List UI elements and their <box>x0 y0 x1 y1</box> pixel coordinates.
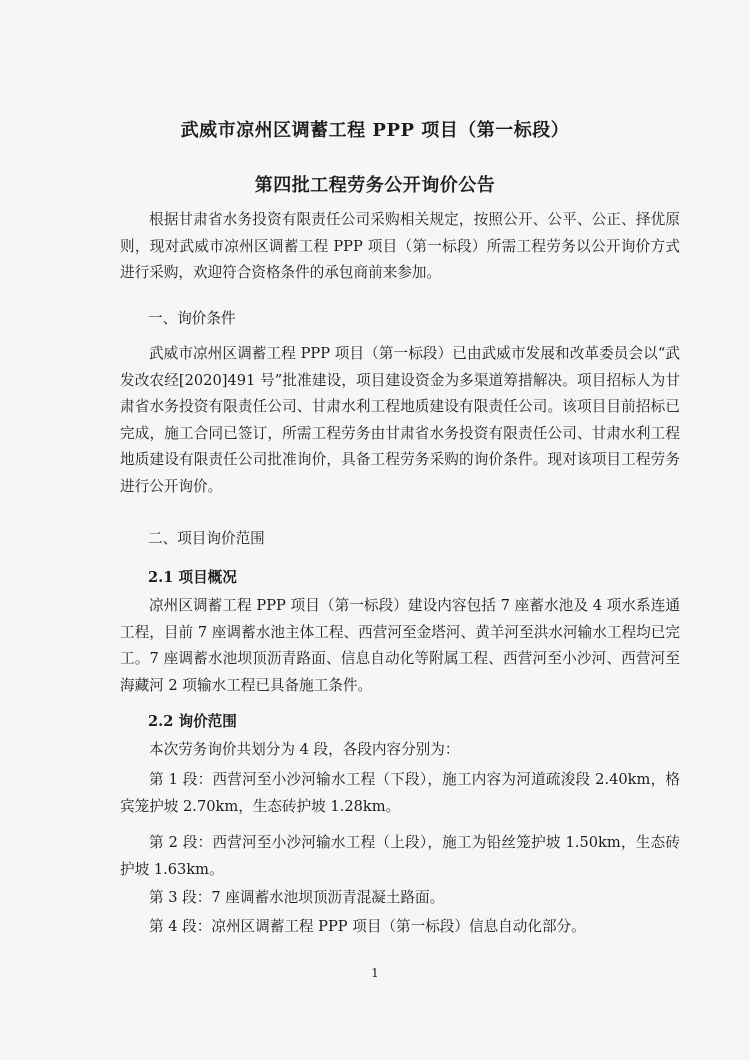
segment-4: 第 4 段：凉州区调蓄工程 PPP 项目（第一标段）信息自动化部分。 <box>149 918 586 935</box>
sub22-intro: 本次劳务询价共划分为 4 段，各段内容分别为： <box>149 741 460 758</box>
section2-heading: 二、项目询价范围 <box>148 530 265 547</box>
section1-heading: 一、询价条件 <box>148 310 236 327</box>
doc-title-line2: 第四批工程劳务公开询价公告 <box>254 175 496 196</box>
doc-title-line1: 武威市凉州区调蓄工程 PPP 项目（第一标段） <box>180 120 570 141</box>
sub21-body: 凉州区调蓄工程 PPP 项目（第一标段）建设内容包括 7 座蓄水池及 4 项水系连通工程，目前 7 座调蓄水池主体工程、西营河至金塔河、黄羊河至洪水河输水工程均已完工。7 座调蓄水池坝顶沥青路面、信息自动化等附属工程、西营河至小沙河、西营河至海藏河 2 项输水工程已具备施工条件。 <box>120 597 680 694</box>
segment-3: 第 3 段：7 座调蓄水池坝顶沥青混凝土路面。 <box>149 889 445 906</box>
sub22-heading: 2.2 询价范围 <box>148 713 237 730</box>
section1-body: 武威市凉州区调蓄工程 PPP 项目（第一标段）已由武威市发展和改革委员会以“武发改农经[2020]491 号”批准建设，项目建设资金为多渠道筹措解决。项目招标人为甘肃省水务投资有限责任公司、甘肃水利工程地质建设有限责任公司。该项目目前招标已完成，施工合同已签订，所需工程劳务由甘肃省水务投资有限责任公司、甘肃水利工程地质建设有限责任公司批准询价，具备工程劳务采购的询价条件。现对该项目工程劳务进行公开询价。 <box>120 345 680 495</box>
sub21-heading: 2.1 项目概况 <box>148 569 237 586</box>
segment-1: 第 1 段：西营河至小沙河输水工程（下段），施工内容为河道疏浚段 2.40km，格宾笼护坡 2.70km，生态砖护坡 1.28km。 <box>120 771 680 815</box>
segment-2: 第 2 段：西营河至小沙河输水工程（上段），施工为铅丝笼护坡 1.50km，生态砖护坡 1.63km。 <box>120 834 680 878</box>
intro-paragraph: 根据甘肃省水务投资有限责任公司采购相关规定，按照公开、公平、公正、择优原则，现对武威市凉州区调蓄工程 PPP 项目（第一标段）所需工程劳务以公开询价方式进行采购，欢迎符合资格条件的承包商前来参加。 <box>120 211 680 281</box>
page-number: 1 <box>371 966 379 980</box>
